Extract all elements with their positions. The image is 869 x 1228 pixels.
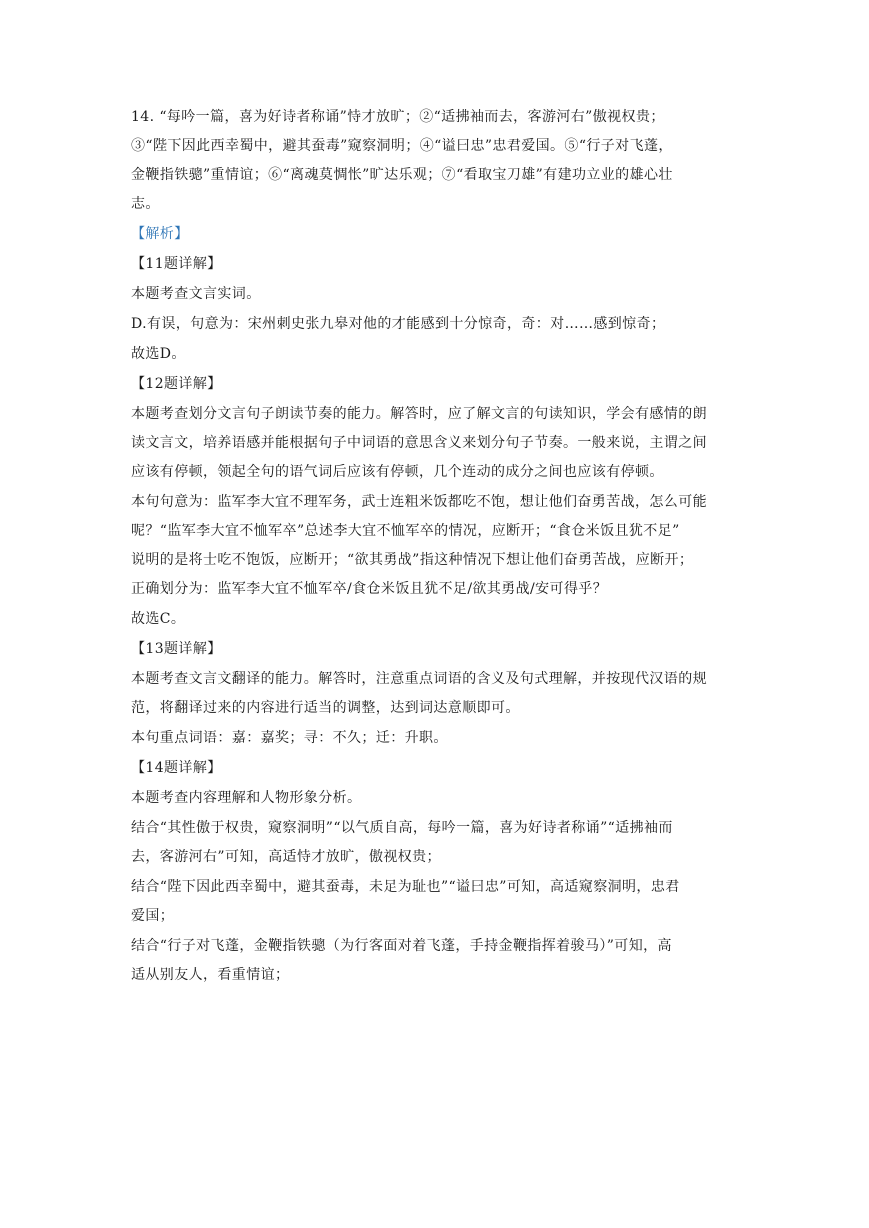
q11-line-1: 本题考查文言实词。 — [131, 286, 261, 302]
q14-line-3: 去，客游河右”可知，高适恃才放旷，傲视权贵； — [131, 849, 441, 865]
q12-line-6: 说明的是将士吃不饱饭，应断开；“欲其勇战”指这种情况下想让他们奋勇苦战，应断开； — [131, 552, 694, 568]
q12-line-2: 读文言文，培养语感并能根据句子中词语的意思含义来划分句子节奏。一般来说，主谓之间 — [131, 435, 707, 451]
q12-line-5: 呢？“监军李大宜不恤军卒”总述李大宜不恤军卒的情况，应断开；“食仓米饭且犹不足” — [131, 523, 680, 539]
q14-line-6: 结合“行子对飞蓬，金鞭指铁骢（为行客面对着飞蓬，手持金鞭指挥着骏马）”可知，高 — [131, 938, 672, 954]
section-q12 — [131, 375, 741, 628]
q13-heading: 【13题详解】 — [131, 641, 222, 657]
q11-heading: 【11题详解】 — [131, 256, 222, 272]
q12-heading: 【12题详解】 — [131, 376, 222, 392]
q11-line-3: 故选D。 — [131, 346, 186, 362]
q12-line-7: 正确划分为：监军李大宜不恤军卒/食仓米饭且犹不足/欲其勇战/安可得乎？ — [131, 581, 608, 597]
q13-line-2: 范，将翻译过来的内容进行适当的调整，达到词达意顺即可。 — [131, 700, 520, 716]
q14-line-2: 结合“其性傲于权贵，窥察洞明”“以气质自高，每吟一篇，喜为好诗者称诵”“适拂袖而 — [131, 820, 673, 836]
section-q13 — [131, 640, 741, 747]
q13-line-1: 本题考查文言文翻译的能力。解答时，注意重点词语的含义及句式理解，并按现代汉语的规 — [131, 671, 707, 687]
q12-line-1: 本题考查划分文言句子朗读节奏的能力。解答时，应了解文言的句读知识，学会有感情的朗 — [131, 406, 707, 422]
answer-14-line-2: ③“陛下因此西幸蜀中，避其蚕毒”窥察洞明；④“谥曰忠”忠君爱国。⑤“行子对飞蓬， — [131, 138, 673, 154]
answer-14-line-1: 14. “每吟一篇，喜为好诗者称诵”恃才放旷；②“适拂袖而去，客游河右”傲视权贵； — [131, 109, 665, 125]
answer-14-line-3: 金鞭指铁骢”重情谊；⑥“离魂莫惆怅”旷达乐观；⑦“看取宝刀雄”有建功立业的雄心壮 — [131, 167, 673, 183]
q12-line-8: 故选C。 — [131, 611, 186, 627]
answer-14-line-4: 志。 — [131, 196, 160, 212]
q14-line-1: 本题考查内容理解和人物形象分析。 — [131, 790, 362, 806]
q12-line-4: 本句句意为：监军李大宜不理军务，武士连粗米饭都吃不饱，想让他们奋勇苦战，怎么可能 — [131, 494, 707, 510]
section-q14 — [131, 759, 741, 984]
q12-line-3: 应该有停顿，领起全句的语气词后应该有停顿，几个连动的成分之间也应该有停顿。 — [131, 464, 664, 480]
section-q11 — [131, 255, 741, 363]
q11-line-2: D.有误，句意为：宋州刺史张九皋对他的才能感到十分惊奇，奇：对……感到惊奇； — [131, 316, 666, 332]
q14-line-7: 适从别友人，看重情谊； — [131, 967, 290, 983]
analysis-label: 【解析】 — [131, 226, 189, 242]
q14-line-4: 结合“陛下因此西幸蜀中，避其蚕毒，未足为耻也”“谥曰忠”可知，高适窥察洞明，忠君 — [131, 879, 680, 895]
q14-line-5: 爱国； — [131, 908, 175, 924]
q13-line-3: 本句重点词语：嘉：嘉奖；寻：不久；迁：升职。 — [131, 730, 448, 746]
answer-14 — [131, 108, 741, 213]
document-body — [131, 108, 741, 984]
q14-heading: 【14题详解】 — [131, 760, 222, 776]
